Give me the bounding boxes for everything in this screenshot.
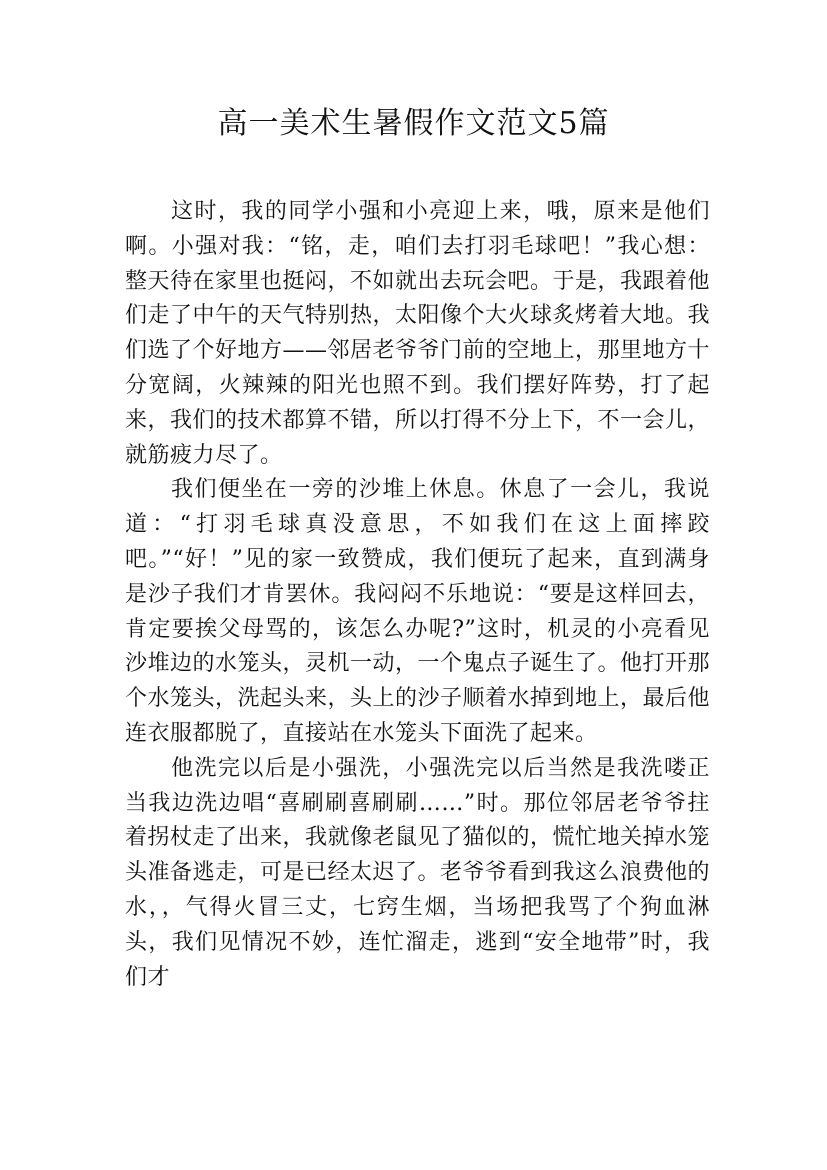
document-body bbox=[125, 195, 710, 995]
paragraph-1: 这时，我的同学小强和小亮迎上来，哦，原来是他们啊。小强对我：“铭，走，咱们去打羽毛球吧！”我心想：整天待在家里也挺闷，不如就出去玩会吧。于是，我跟着他们走了中午的天气特别热，太阳像个大火球炙烤着大地。我们选了个好地方——邻居老爷爷门前的空地上，那里地方十分宽阔，火辣辣的阳光也照不到。我们摆好阵势，打了起来，我们的技术都算不错，所以打得不分上下，不一会儿，就筋疲力尽了。 bbox=[125, 199, 711, 468]
paragraph-3: 他洗完以后是小强洗，小强洗完以后当然是我洗喽正当我边洗边唱“喜刷刷喜刷刷……”时。那位邻居老爷爷拄着拐杖走了出来，我就像老鼠见了猫似的，慌忙地关掉水笼头准备逃走，可是已经太迟了。老爷爷看到我这么浪费他的水，，气得火冒三丈，七窍生烟，当场把我骂了个狗血淋头，我们见情况不妙，连忙溜走，逃到“安全地带”时，我们才 bbox=[125, 755, 711, 990]
document-title: 高一美术生暑假作文范文5篇 bbox=[217, 106, 610, 141]
paragraph-2: 我们便坐在一旁的沙堆上休息。休息了一会儿，我说道：“打羽毛球真没意思，不如我们在这上面摔跤吧。”“好！”见的家一致赞成，我们便玩了起来，直到满身是沙子我们才肯罢休。我闷闷不乐地说：“要是这样回去，肯定要挨父母骂的，该怎么办呢?”这时，机灵的小亮看见沙堆边的水笼头，灵机一动，一个鬼点子诞生了。他打开那个水笼头，洗起头来，头上的沙子顺着水掉到地上，最后他连衣服都脱了，直接站在水笼头下面洗了起来。 bbox=[125, 477, 711, 746]
